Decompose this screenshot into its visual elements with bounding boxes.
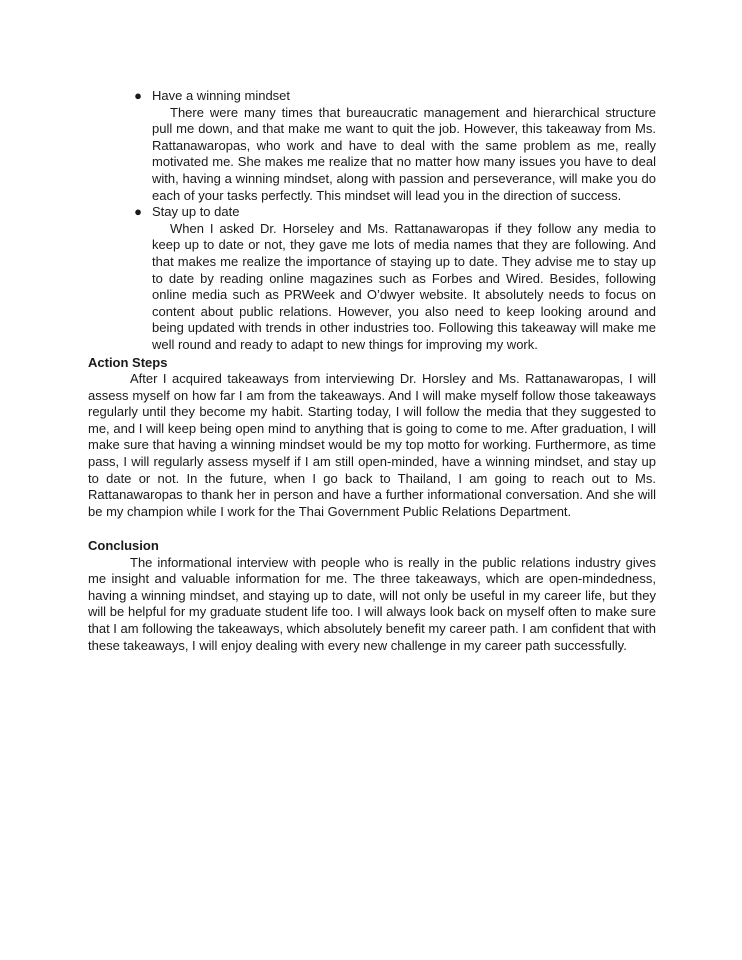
bullet-body: When I asked Dr. Horseley and Ms. Rattanawaropas if they follow any media to keep up to date or not, they gave me lots of media names that they are following. And that makes me realize the importance of staying up to date. They advise me to stay up to date by reading online magazines such as Forbes and Wired. Besides, following online media such as PRWeek and O’dwyer website. It absolutely needs to focus on content about public relations. However, you also need to keep looking around and being updated with trends in other industries too. Following this takeaway will make me well round and ready to adapt to new things for improving my work. [152, 220, 656, 352]
section-body-action-steps: After I acquired takeaways from interviewing Dr. Horsley and Ms. Rattanawaropas, I will assess myself on how far I am from the takeaways. And I will make myself follow those takeaways regularly until they become my habit. Starting today, I will follow the media that they suggested to me, and I will keep being open mind to anything that is going to come to me. After graduation, I will make sure that having a winning mindset would be my top motto for working. Furthermore, as time pass, I will regularly assess myself if I am still open-minded, have a winning mindset, and stay up to date or not. In the future, when I go back to Thailand, I am going to reach out to Ms. Rattanawaropas to thank her in person and have a further informational conversation. And she will be my champion while I work for the Thai Government Public Relations Department. [88, 371, 656, 519]
bullet-body: There were many times that bureaucratic management and hierarchical structure pull me down, and that make me want to quit the job. However, this takeaway from Ms. Rattanawaropas, who work and have to deal with the same problem as me, really motivated me. She makes me realize that no matter how many issues you have to deal with, having a winning mindset, along with passion and perseverance, will make you do each of your tasks perfectly. This mindset will lead you in the direction of success. [152, 104, 656, 203]
section-heading-conclusion: Conclusion [88, 538, 159, 554]
bullet-item-stay-up-to-date [88, 204, 656, 353]
bullet-title: Stay up to date [152, 204, 240, 220]
bullet-item-winning-mindset [88, 88, 656, 204]
section-heading-action-steps: Action Steps [88, 354, 168, 370]
section-spacer [88, 520, 656, 537]
bullet-icon: ● [134, 88, 142, 103]
bullet-title: Have a winning mindset [152, 88, 291, 103]
document-page [88, 88, 656, 654]
bullet-icon: ● [134, 204, 142, 220]
section-body-conclusion: The informational interview with people who is really in the public relations industry gives me insight and valuable information for me. The three takeaways, which are open-mindedness, having a winning mindset, and staying up to date, will not only be useful in my career life, but they will be helpful for my graduate student life too. I will always look back on myself often to make sure that I am following the takeaways, which absolutely benefit my career path. I am confident that with these takeaways, I will enjoy dealing with every new challenge in my career path successfully. [88, 554, 656, 653]
